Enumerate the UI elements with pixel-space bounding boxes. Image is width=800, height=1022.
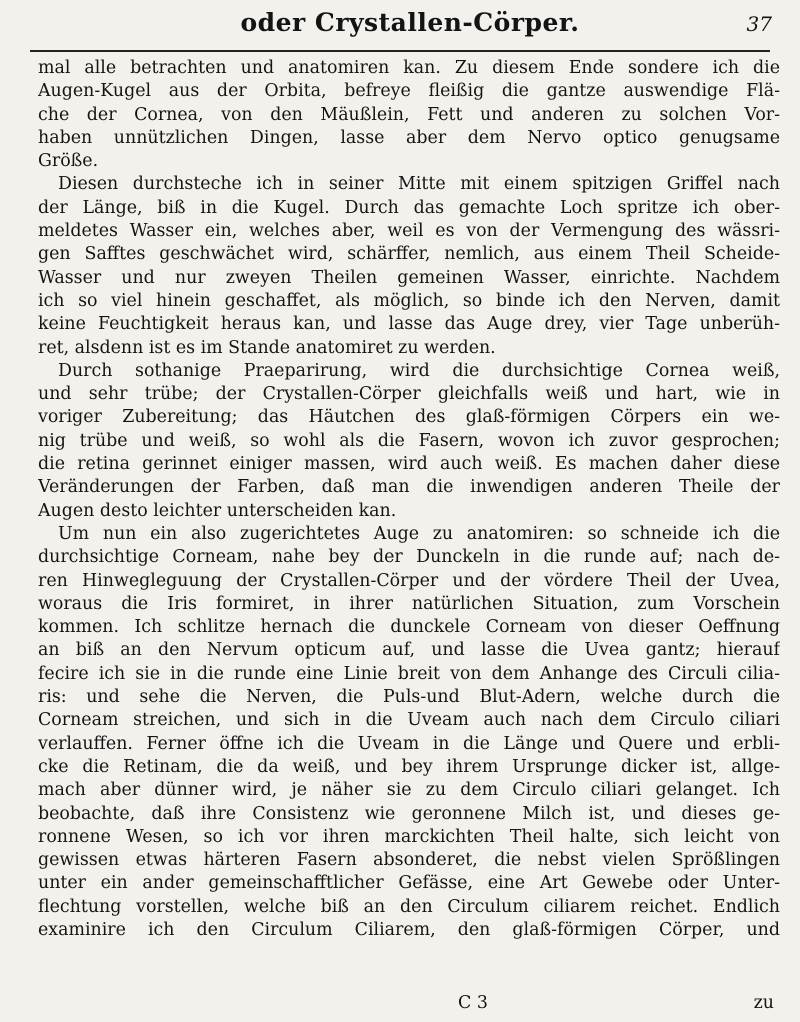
text-line: woraus die Iris formiret, in ihrer natürlichen Situation, zum Vorschein (38, 593, 780, 614)
text-line: ris: und sehe die Nerven, die Puls-und Blut-Adern, welche durch die (38, 687, 780, 708)
text-line: ren Hinwegleguung der Crystallen-Cörper und der vördere Theil der Uvea, (38, 570, 780, 591)
text-line: Diesen durchsteche ich in seiner Mitte mit einem spitzigen Griffel nach (58, 174, 780, 195)
text-line: Veränderungen der Farben, daß man die inwendigen anderen Theile der (38, 477, 780, 498)
text-line: verlauffen. Ferner öffne ich die Uveam in die Länge und Quere und erbli- (38, 733, 780, 754)
text-line: mal alle betrachten und anatomiren kan. Zu diesem Ende sondere ich die (38, 58, 780, 78)
header-rule (30, 50, 770, 52)
text-line: examinire ich den Circulum Ciliarem, den glaß-förmigen Cörper, und (38, 919, 780, 940)
running-title: oder Crystallen-Cörper. (240, 8, 580, 37)
text-line: ronnene Wesen, so ich vor ihren marckichten Theil halte, sich leicht von (38, 826, 780, 847)
text-line: cke die Retinam, die da weiß, und bey ihrem Ursprunge dicker ist, allge- (38, 756, 780, 777)
text-line: durchsichtige Corneam, nahe bey der Dunckeln in die runde auf; nach de- (38, 547, 780, 568)
text-line: und sehr trübe; der Crystallen-Cörper gleichfalls weiß und hart, wie in (38, 384, 780, 405)
text-line: gewissen etwas härteren Fasern absonderet, die nebst vielen Sprößlingen (38, 850, 780, 871)
text-line: Corneam streichen, und sich in die Uveam auch nach dem Circulo ciliari (38, 710, 780, 731)
text-line: fecire ich sie in die runde eine Linie breit von dem Anhange des Circuli cilia- (38, 663, 780, 684)
text-line: gen Safftes geschwächet wird, schärffer, nemlich, aus einem Theil Scheide- (38, 244, 780, 265)
text-line: nig trübe und weiß, so wohl als die Fasern, wovon ich zuvor gesprochen; (38, 430, 780, 451)
text-line: ret, alsdenn ist es im Stande anatomiret zu werden. (38, 337, 496, 358)
text-line: haben unnützlichen Dingen, lasse aber dem Nervo optico genugsame (38, 127, 780, 148)
text-line: flechtung vorstellen, welche biß an den Circulum ciliarem reichet. Endlich (38, 896, 780, 917)
text-line: mach aber dünner wird, je näher sie zu dem Circulo ciliari gelanget. Ich (38, 780, 780, 801)
text-line: kommen. Ich schlitze hernach die dunckele Corneam von dieser Oeffnung (38, 617, 780, 638)
text-line: keine Feuchtigkeit heraus kan, und lasse das Auge drey, vier Tage unberüh- (38, 314, 780, 335)
text-line: ich so viel hinein geschaffet, als möglich, so binde ich den Nerven, damit (38, 290, 780, 311)
text-line: voriger Zubereitung; das Häutchen des glaß-förmigen Cörpers ein we- (38, 407, 780, 428)
text-line: Augen-Kugel aus der Orbita, befreye fleißig die gantze auswendige Flä- (38, 81, 780, 102)
text-line: Größe. (38, 151, 99, 172)
text-line: Durch sothanige Praeparirung, wird die durchsichtige Cornea weiß, (58, 360, 780, 381)
text-line: Wasser und nur zweyen Theilen gemeinen Wasser, einrichte. Nachdem (38, 267, 780, 288)
signature-mark: C 3 (458, 993, 488, 1013)
text-line: an biß an den Nervum opticum auf, und lasse die Uvea gantz; hierauf (38, 640, 780, 661)
text-line: der Länge, biß in die Kugel. Durch das gemachte Loch spritze ich ober- (38, 197, 780, 218)
body-text (38, 57, 780, 942)
running-head (40, 8, 780, 48)
text-line: meldetes Wasser ein, welches aber, weil es von der Vermengung des wässri- (38, 221, 780, 242)
page-number: 37 (746, 12, 772, 36)
text-line: che der Cornea, von den Mäußlein, Fett und anderen zu solchen Vor- (38, 104, 780, 125)
page-footer (38, 993, 780, 1017)
text-line: unter ein ander gemeinschafftlicher Gefässe, eine Art Gewebe oder Unter- (38, 873, 780, 894)
text-line: die retina gerinnet einiger massen, wird auch weiß. Es machen daher diese (38, 454, 780, 475)
catchword: zu (753, 993, 774, 1013)
text-line: Augen desto leichter unterscheiden kan. (38, 500, 397, 521)
text-line: Um nun ein also zugerichtetes Auge zu anatomiren: so schneide ich die (58, 523, 780, 544)
text-line: beobachte, daß ihre Consistenz wie geronnene Milch ist, und dieses ge- (38, 803, 780, 824)
